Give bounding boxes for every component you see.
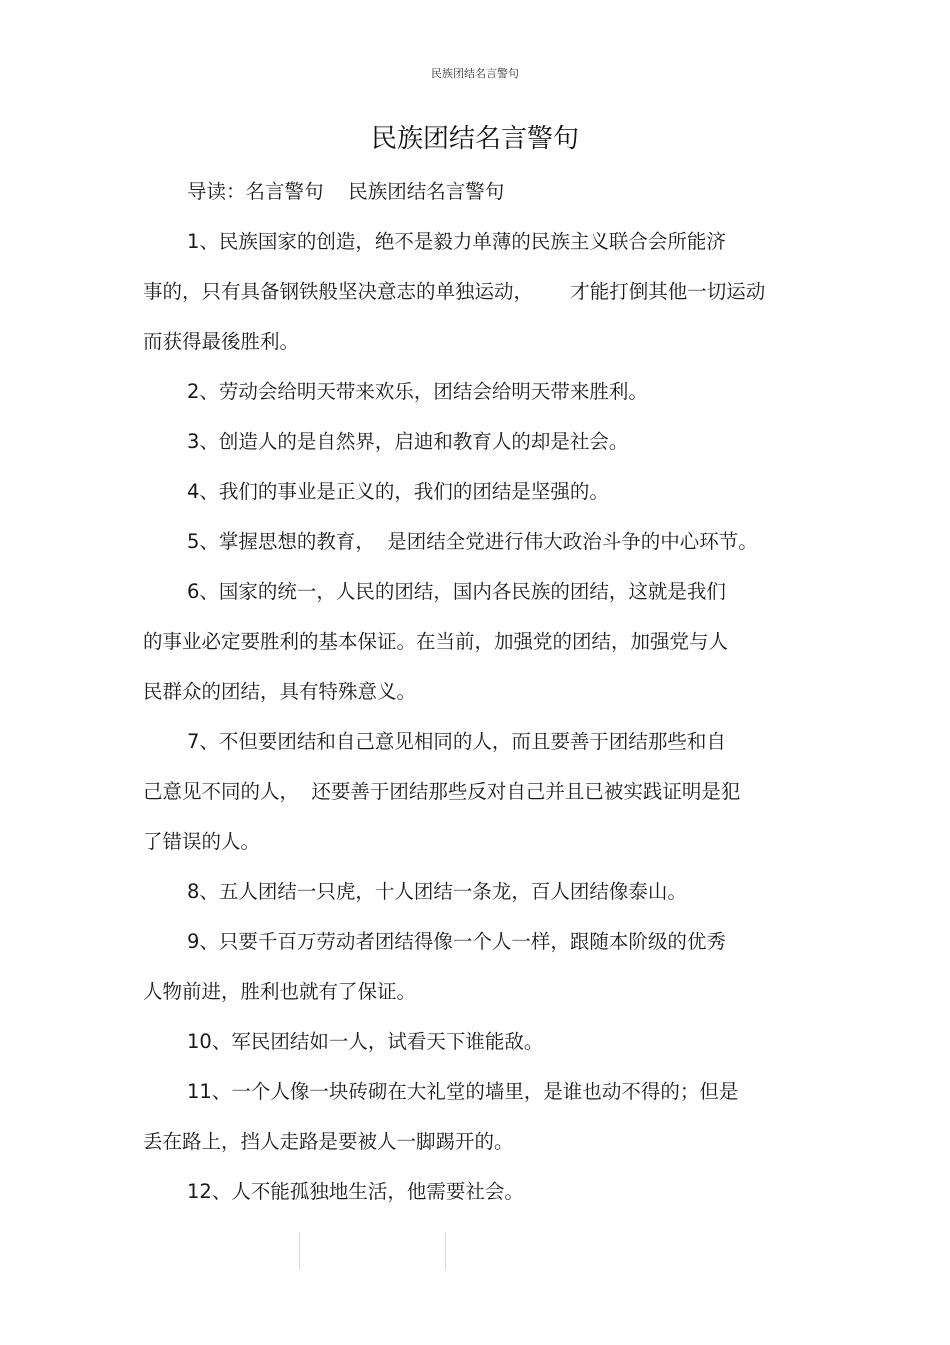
quote-6-line-3: 民群众的团结，具有特殊意义。 [143,680,417,703]
quote-10: 10、军民团结如一人，试看天下谁能敌。 [187,1030,544,1053]
document-title: 民族团结名言警句 [370,124,579,154]
intro-line: 导读：名言警句 民族团结名言警句 [187,180,505,203]
quote-3: 3、创造人的是自然界，启迪和教育人的却是社会。 [187,430,629,453]
running-header: 民族团结名言警句 [431,67,519,80]
quote-11-line-2: 丢在路上，挡人走路是要被人一脚踢开的。 [143,1130,514,1153]
quote-6-line-2: 的事业必定要胜利的基本保证。在当前，加强党的团结，加强党与人 [143,630,729,653]
quote-11-line-1: 11、一个人像一块砖砌在大礼堂的墙里，是谁也动不得的；但是 [187,1080,739,1103]
quote-5: 5、掌握思想的教育， 是团结全党进行伟大政治斗争的中心环节。 [187,530,758,553]
footer-divider-left [299,1232,300,1270]
quote-6-line-1: 6、国家的统一，人民的团结，国内各民族的团结，这就是我们 [187,580,726,603]
quote-2: 2、劳动会给明天带来欢乐，团结会给明天带来胜利。 [187,380,648,403]
quote-1-line-2: 事的，只有具备钢铁般坚决意志的单独运动， 才能打倒其他一切运动 [143,280,766,303]
quote-7-line-2: 己意见不同的人， 还要善于团结那些反对自己并且已被实践证明是犯 [143,780,741,803]
quote-7-line-1: 7、不但要团结和自己意见相同的人，而且要善于团结那些和自 [187,730,726,753]
quote-1-line-1: 1、民族国家的创造，绝不是毅力单薄的民族主义联合会所能济 [187,230,726,253]
quote-1-line-3: 而获得最後胜利。 [143,330,300,353]
quote-4: 4、我们的事业是正义的，我们的团结是坚强的。 [187,480,609,503]
quote-8: 8、五人团结一只虎，十人团结一条龙，百人团结像泰山。 [187,880,687,903]
quote-9-line-1: 9、只要千百万劳动者团结得像一个人一样，跟随本阶级的优秀 [187,930,726,953]
quote-7-line-3: 了错误的人。 [143,830,261,853]
footer-divider-right [445,1232,446,1270]
quote-12: 12、人不能孤独地生活，他需要社会。 [187,1180,524,1203]
quote-9-line-2: 人物前进，胜利也就有了保证。 [143,980,417,1003]
